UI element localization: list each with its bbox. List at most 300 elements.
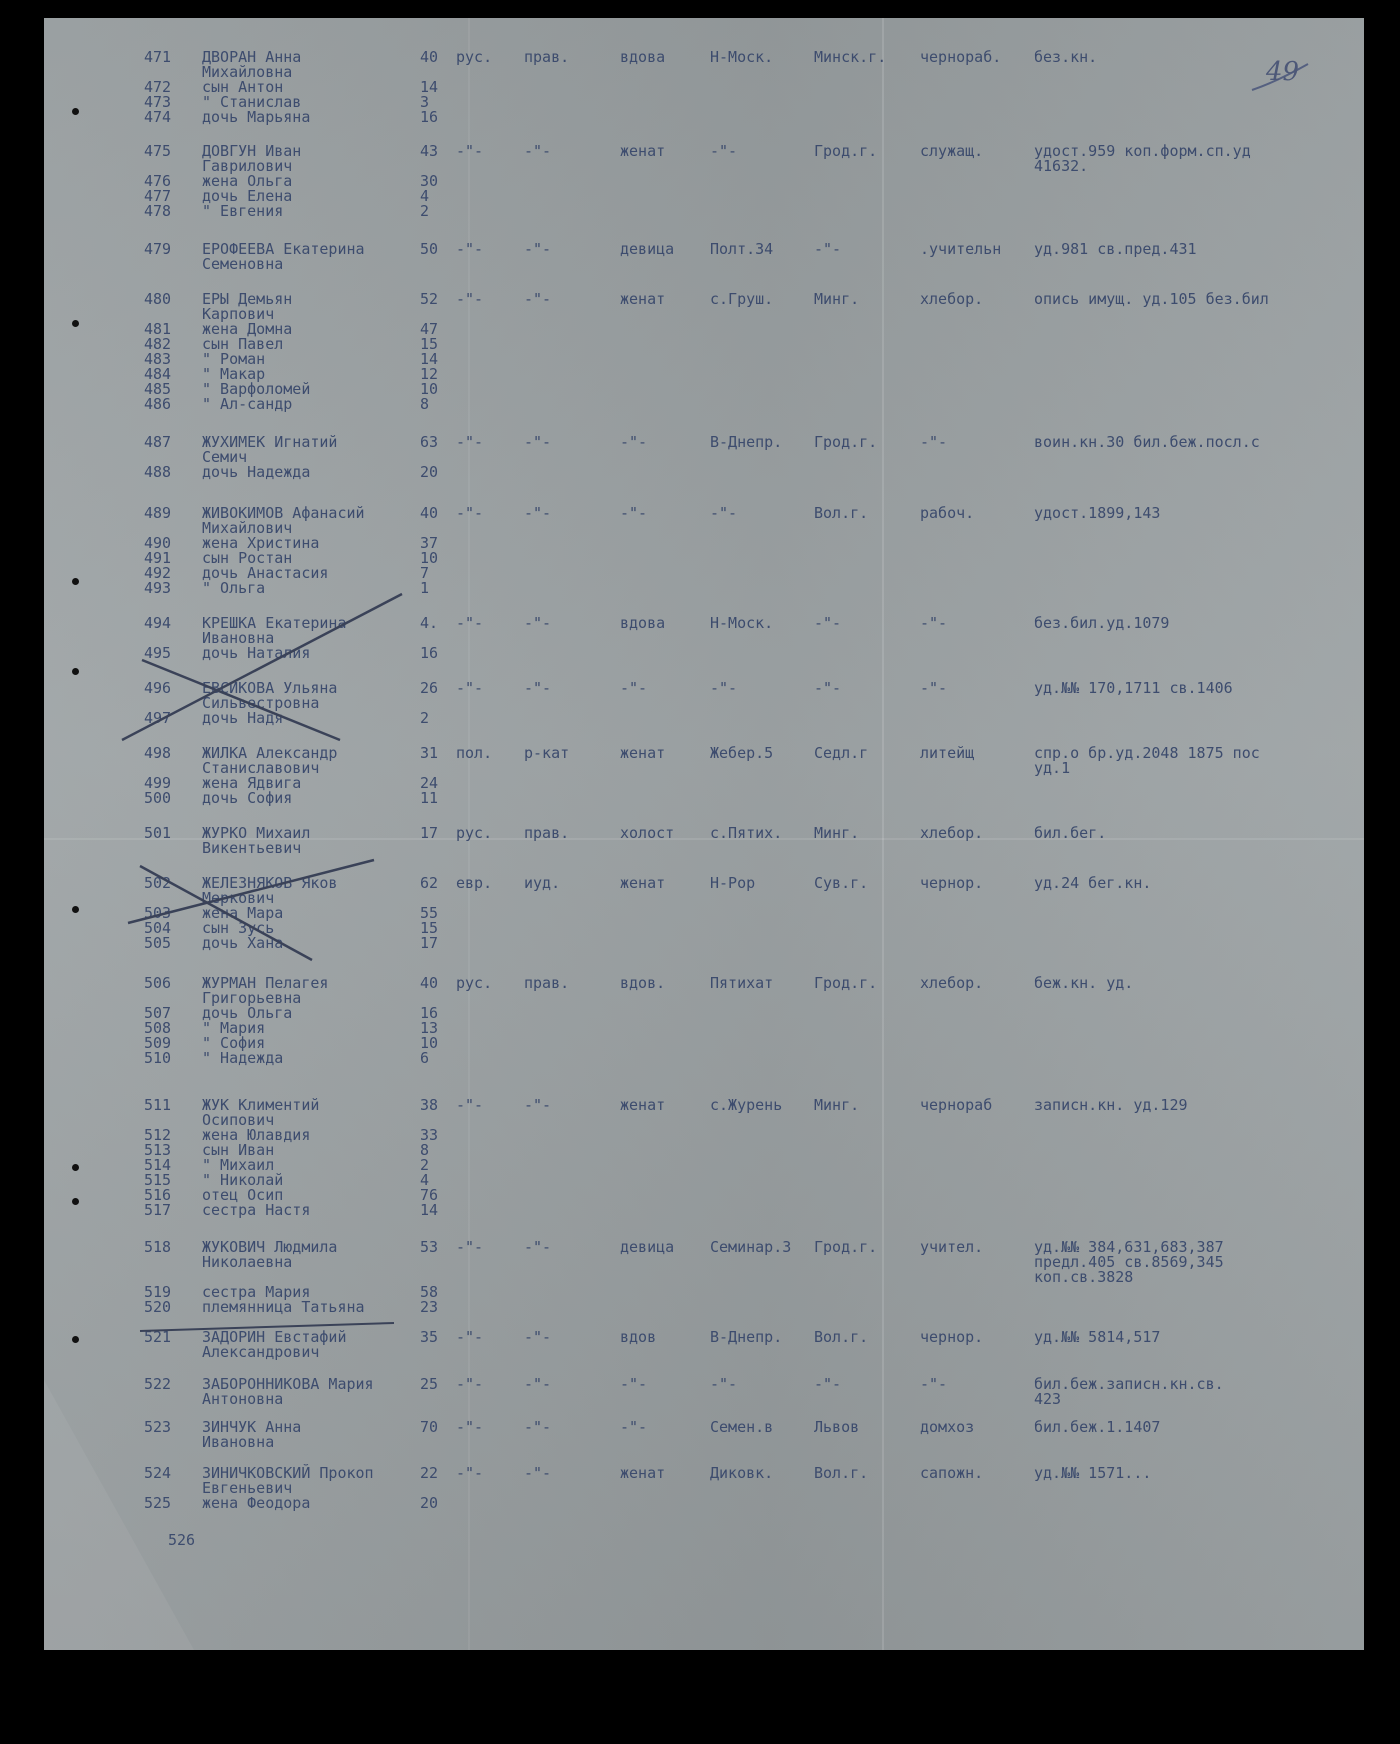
cell-docs: беж.кн. уд. (1034, 974, 1134, 992)
register-row (44, 255, 1364, 273)
cell-name: дочь Ольга (202, 1004, 293, 1022)
register-row (44, 1343, 1364, 1361)
cell-no: 517 (144, 1201, 172, 1219)
cell-docs: удост.1899,143 (1034, 504, 1161, 522)
cell-age: 8 (420, 395, 430, 413)
cell-from: с.Журень (710, 1096, 783, 1114)
cell-docs: удост.959 коп.форм.сп.уд (1034, 142, 1251, 160)
cell-name: " Ольга (202, 579, 266, 597)
cell-name: " Надежда (202, 1049, 284, 1067)
cell-name: Сильвестровна (202, 694, 320, 712)
cell-age: 47 (420, 320, 439, 338)
cell-no: 480 (144, 290, 172, 308)
cell-no: 525 (144, 1494, 172, 1512)
cell-no: 510 (144, 1049, 172, 1067)
register-row (44, 644, 1364, 662)
cell-age: 6 (420, 1049, 430, 1067)
cell-no: 475 (144, 142, 172, 160)
cell-age: 1 (420, 579, 430, 597)
cell-no: 509 (144, 1034, 172, 1052)
cell-age: 40 (420, 48, 439, 66)
cell-fam: -"- (620, 1375, 648, 1393)
cell-res: -"- (814, 240, 842, 258)
cell-from: Н-Моск. (710, 614, 774, 632)
cell-rel: -"- (524, 614, 552, 632)
cell-fam: вдова (620, 614, 666, 632)
cell-name: " Роман (202, 350, 266, 368)
cell-age: 17 (420, 934, 439, 952)
cell-docs: уд.№№ 5814,517 (1034, 1328, 1161, 1346)
cell-occ: сапожн. (920, 1464, 984, 1482)
cell-nat: -"- (456, 1096, 484, 1114)
cell-from: -"- (710, 142, 738, 160)
cell-age: 3 (420, 93, 430, 111)
cell-docs: бил.бег. (1034, 824, 1107, 842)
cell-name: дочь София (202, 789, 293, 807)
cell-nat: рус. (456, 824, 493, 842)
cell-name: ЖУКОВИЧ Людмила (202, 1238, 338, 1256)
cell-occ: учител. (920, 1238, 984, 1256)
cell-no: 518 (144, 1238, 172, 1256)
cell-name: Станиславович (202, 759, 320, 777)
cell-age: 20 (420, 463, 439, 481)
cell-no: 479 (144, 240, 172, 258)
cell-docs: бил.беж.1.1407 (1034, 1418, 1161, 1436)
cell-fam: женат (620, 874, 666, 892)
cell-name: ЖИЛКА Александр (202, 744, 338, 762)
cell-from: В-Днепр. (710, 433, 783, 451)
cell-no: 473 (144, 93, 172, 111)
cell-nat: -"- (456, 433, 484, 451)
cell-from: -"- (710, 504, 738, 522)
cell-res: Грод.г. (814, 142, 878, 160)
cell-occ: -"- (920, 679, 948, 697)
cell-name: " Михаил (202, 1156, 275, 1174)
cell-name: Гаврилович (202, 157, 293, 175)
cell-name: ЖУРКО Михаил (202, 824, 311, 842)
cell-no: 505 (144, 934, 172, 952)
cell-name: племянница Татьяна (202, 1298, 365, 1316)
cell-no: 484 (144, 365, 172, 383)
cell-name: ДОВГУН Иван (202, 142, 302, 160)
cell-name: ЖУРМАН Пелагея (202, 974, 329, 992)
cell-name: Григорьевна (202, 989, 302, 1007)
cell-no: 476 (144, 172, 172, 190)
cell-age: 40 (420, 504, 439, 522)
cell-name: дочь Елена (202, 187, 293, 205)
cell-rel: прав. (524, 48, 570, 66)
cell-res: Минг. (814, 1096, 860, 1114)
cell-from: с.Груш. (710, 290, 774, 308)
cell-nat: -"- (456, 504, 484, 522)
cell-age: 38 (420, 1096, 439, 1114)
cell-age: 53 (420, 1238, 439, 1256)
cell-name: ЗИНИЧКОВСКИЙ Прокоп (202, 1464, 374, 1482)
cell-nat: -"- (456, 1464, 484, 1482)
cell-no: 506 (144, 974, 172, 992)
cell-age: 23 (420, 1298, 439, 1316)
cell-name: ЕРЫ Демьян (202, 290, 293, 308)
cell-age: 7 (420, 564, 430, 582)
cell-from: -"- (710, 679, 738, 697)
cell-name: Михайловна (202, 63, 293, 81)
cell-no: 491 (144, 549, 172, 567)
cell-from: Семен.в (710, 1418, 774, 1436)
cell-age: 10 (420, 549, 439, 567)
cell-age: 16 (420, 1004, 439, 1022)
cell-from: В-Днепр. (710, 1328, 783, 1346)
cell-occ: чернор. (920, 874, 984, 892)
cell-age: 55 (420, 904, 439, 922)
cell-docs: предл.405 св.8569,345 (1034, 1253, 1224, 1271)
cell-rel: -"- (524, 1418, 552, 1436)
cell-res: Грод.г. (814, 433, 878, 451)
cell-age: 20 (420, 1494, 439, 1512)
cell-age: 4. (420, 614, 439, 632)
cell-rel: -"- (524, 504, 552, 522)
cell-name: " София (202, 1034, 266, 1052)
cell-no: 511 (144, 1096, 172, 1114)
cell-age: 16 (420, 108, 439, 126)
cell-age: 10 (420, 380, 439, 398)
cell-name: сын Иван (202, 1141, 275, 1159)
cell-name: Антоновна (202, 1390, 284, 1408)
cell-res: Вол.г. (814, 1328, 869, 1346)
cell-name: ЖЕЛЕЗНЯКОВ Яков (202, 874, 338, 892)
cell-docs: 423 (1034, 1390, 1062, 1408)
cell-rel: -"- (524, 142, 552, 160)
cell-rel: р-кат (524, 744, 570, 762)
cell-name: КРЕШКА Екатерина (202, 614, 347, 632)
cell-name: ЕРОФЕЕВА Екатерина (202, 240, 365, 258)
cell-fam: девица (620, 240, 675, 258)
cell-nat: -"- (456, 1418, 484, 1436)
register-row (44, 1298, 1364, 1316)
cell-age: 26 (420, 679, 439, 697)
cell-name: ЖУК Климентий (202, 1096, 320, 1114)
cell-name: сын Павел (202, 335, 284, 353)
cell-name: " Станислав (202, 93, 302, 111)
cell-age: 8 (420, 1141, 430, 1159)
cell-no: 519 (144, 1283, 172, 1301)
cell-nat: евр. (456, 874, 493, 892)
cell-no: 508 (144, 1019, 172, 1037)
cell-name: сестра Мария (202, 1283, 311, 1301)
register-row (44, 1494, 1364, 1512)
cell-no: 486 (144, 395, 172, 413)
cell-name: " Макар (202, 365, 266, 383)
register-row (44, 463, 1364, 481)
cell-name: жена Домна (202, 320, 293, 338)
cell-occ: чернораб (920, 1096, 993, 1114)
cell-nat: пол. (456, 744, 493, 762)
cell-no: 520 (144, 1298, 172, 1316)
register-row (44, 789, 1364, 807)
cell-no: 477 (144, 187, 172, 205)
cell-res: Вол.г. (814, 504, 869, 522)
cell-occ: служащ. (920, 142, 984, 160)
cell-from: Диковк. (710, 1464, 774, 1482)
cell-name: ДВОРАН Анна (202, 48, 302, 66)
cell-age: 76 (420, 1186, 439, 1204)
cell-occ: чернор. (920, 1328, 984, 1346)
cell-fam: вдов (620, 1328, 657, 1346)
cell-name: " Ал-сандр (202, 395, 293, 413)
cell-res: Сув.г. (814, 874, 869, 892)
cell-no: 492 (144, 564, 172, 582)
cell-rel: -"- (524, 1464, 552, 1482)
cell-occ: чернораб. (920, 48, 1002, 66)
cell-no: 497 (144, 709, 172, 727)
cell-from: с.Пятих. (710, 824, 783, 842)
cell-age: 35 (420, 1328, 439, 1346)
cell-age: 15 (420, 919, 439, 937)
cell-fam: девица (620, 1238, 675, 1256)
cell-no: 504 (144, 919, 172, 937)
cell-age: 43 (420, 142, 439, 160)
cell-age: 31 (420, 744, 439, 762)
cell-no: 494 (144, 614, 172, 632)
cell-fam: женат (620, 290, 666, 308)
cell-age: 2 (420, 202, 430, 220)
cell-name: " Евгения (202, 202, 284, 220)
cell-no: 495 (144, 644, 172, 662)
cell-no: 512 (144, 1126, 172, 1144)
cell-occ: .учительн (920, 240, 1002, 258)
cell-name: дочь Анастасия (202, 564, 329, 582)
cell-name: дочь Надежда (202, 463, 311, 481)
cell-age: 14 (420, 78, 439, 96)
cell-res: Седл.г (814, 744, 869, 762)
cell-nat: -"- (456, 1238, 484, 1256)
register-row (44, 934, 1364, 952)
cell-name: Карпович (202, 305, 275, 323)
cell-name: ЕВСИКОВА Ульяна (202, 679, 338, 697)
cell-age: 4 (420, 187, 430, 205)
cell-no: 513 (144, 1141, 172, 1159)
cell-no: 503 (144, 904, 172, 922)
cell-rel: -"- (524, 1096, 552, 1114)
cell-name: Евгеньевич (202, 1479, 293, 1497)
cell-name: жена Мара (202, 904, 284, 922)
cell-rel: -"- (524, 1375, 552, 1393)
cell-no: 483 (144, 350, 172, 368)
cell-no: 488 (144, 463, 172, 481)
cell-name: жена Феодора (202, 1494, 311, 1512)
cell-name: жена Христина (202, 534, 320, 552)
cell-name: отец Осип (202, 1186, 284, 1204)
cell-name: сын Ростан (202, 549, 293, 567)
register-row (44, 709, 1364, 727)
cell-age: 24 (420, 774, 439, 792)
cell-age: 10 (420, 1034, 439, 1052)
cell-docs: без.бил.уд.1079 (1034, 614, 1170, 632)
cell-age: 50 (420, 240, 439, 258)
cell-docs: записн.кн. уд.129 (1034, 1096, 1188, 1114)
cell-name: ЗАБОРОННИКОВА Мария (202, 1375, 374, 1393)
cell-fam: вдова (620, 48, 666, 66)
page-footer-number: 526 (168, 1531, 196, 1549)
cell-age: 37 (420, 534, 439, 552)
cell-fam: женат (620, 1096, 666, 1114)
cell-name: жена Юлавдия (202, 1126, 311, 1144)
cell-docs: без.кн. (1034, 48, 1098, 66)
cell-name: ЖУХИМЕК Игнатий (202, 433, 338, 451)
cell-res: Грод.г. (814, 1238, 878, 1256)
cell-no: 471 (144, 48, 172, 66)
cell-res: -"- (814, 1375, 842, 1393)
cell-name: " Варфоломей (202, 380, 311, 398)
cell-name: Михайлович (202, 519, 293, 537)
cell-name: Меркович (202, 889, 275, 907)
cell-rel: -"- (524, 290, 552, 308)
refugee-register-table (44, 18, 1364, 1650)
cell-docs: коп.св.3828 (1034, 1268, 1134, 1286)
cell-occ: хлебор. (920, 290, 984, 308)
register-sheet (44, 18, 1364, 1650)
cell-nat: рус. (456, 48, 493, 66)
cell-age: 30 (420, 172, 439, 190)
cell-no: 489 (144, 504, 172, 522)
cell-no: 472 (144, 78, 172, 96)
cell-from: Н-Моск. (710, 48, 774, 66)
cell-occ: -"- (920, 1375, 948, 1393)
cell-name: Викентьевич (202, 839, 302, 857)
register-row (44, 1390, 1364, 1408)
cell-docs: бил.беж.записн.кн.св. (1034, 1375, 1224, 1393)
cell-res: -"- (814, 679, 842, 697)
cell-rel: прав. (524, 824, 570, 842)
cell-from: Пятихат (710, 974, 774, 992)
register-row (44, 1433, 1364, 1451)
cell-name: ЖИВОКИМОВ Афанасий (202, 504, 365, 522)
cell-nat: -"- (456, 240, 484, 258)
cell-name: Осипович (202, 1111, 275, 1129)
cell-no: 523 (144, 1418, 172, 1436)
cell-no: 487 (144, 433, 172, 451)
cell-nat: -"- (456, 1328, 484, 1346)
cell-nat: -"- (456, 679, 484, 697)
cell-name: дочь Марьяна (202, 108, 311, 126)
cell-fam: женат (620, 142, 666, 160)
cell-age: 2 (420, 709, 430, 727)
cell-name: сын Зусь (202, 919, 275, 937)
cell-fam: -"- (620, 679, 648, 697)
cell-name: ЗИНЧУК Анна (202, 1418, 302, 1436)
cell-no: 502 (144, 874, 172, 892)
cell-no: 478 (144, 202, 172, 220)
cell-occ: литейщ (920, 744, 975, 762)
cell-name: жена Ольга (202, 172, 293, 190)
cell-occ: -"- (920, 433, 948, 451)
cell-name: сын Антон (202, 78, 284, 96)
register-row (44, 1049, 1364, 1067)
cell-no: 522 (144, 1375, 172, 1393)
cell-age: 33 (420, 1126, 439, 1144)
cell-rel: -"- (524, 1238, 552, 1256)
cell-age: 14 (420, 350, 439, 368)
cell-nat: -"- (456, 142, 484, 160)
cell-res: Минг. (814, 824, 860, 842)
cell-name: сестра Настя (202, 1201, 311, 1219)
cell-no: 515 (144, 1171, 172, 1189)
cell-res: Вол.г. (814, 1464, 869, 1482)
cell-no: 524 (144, 1464, 172, 1482)
cell-fam: женат (620, 1464, 666, 1482)
cell-from: -"- (710, 1375, 738, 1393)
cell-name: Семеновна (202, 255, 284, 273)
cell-docs: уд.1 (1034, 759, 1071, 777)
cell-rel: -"- (524, 433, 552, 451)
cell-age: 70 (420, 1418, 439, 1436)
cell-name: дочь Хана (202, 934, 284, 952)
register-row (44, 395, 1364, 413)
cell-name: " Мария (202, 1019, 266, 1037)
cell-no: 496 (144, 679, 172, 697)
cell-fam: -"- (620, 433, 648, 451)
cell-from: Полт.34 (710, 240, 774, 258)
cell-no: 516 (144, 1186, 172, 1204)
cell-age: 16 (420, 644, 439, 662)
cell-rel: -"- (524, 240, 552, 258)
cell-docs: уд.№№ 384,631,683,387 (1034, 1238, 1224, 1256)
cell-age: 4 (420, 1171, 430, 1189)
cell-no: 474 (144, 108, 172, 126)
cell-no: 501 (144, 824, 172, 842)
cell-name: Семич (202, 448, 248, 466)
register-row (44, 839, 1364, 857)
cell-no: 482 (144, 335, 172, 353)
cell-docs: опись имущ. уд.105 без.бил (1034, 290, 1269, 308)
cell-no: 490 (144, 534, 172, 552)
cell-age: 14 (420, 1201, 439, 1219)
cell-nat: -"- (456, 614, 484, 632)
cell-age: 22 (420, 1464, 439, 1482)
register-row (44, 202, 1364, 220)
cell-fam: -"- (620, 504, 648, 522)
cell-docs: уд.981 св.пред.431 (1034, 240, 1197, 258)
cell-occ: хлебор. (920, 824, 984, 842)
cell-age: 11 (420, 789, 439, 807)
register-row (44, 108, 1364, 126)
cell-occ: рабоч. (920, 504, 975, 522)
cell-age: 25 (420, 1375, 439, 1393)
cell-res: -"- (814, 614, 842, 632)
cell-no: 500 (144, 789, 172, 807)
cell-fam: вдов. (620, 974, 666, 992)
svg-text:49: 49 (1266, 57, 1300, 87)
cell-nat: -"- (456, 1375, 484, 1393)
cell-name: Ивановна (202, 1433, 275, 1451)
cell-no: 521 (144, 1328, 172, 1346)
cell-occ: -"- (920, 614, 948, 632)
register-row (44, 1201, 1364, 1219)
cell-docs: 41632. (1034, 157, 1089, 175)
cell-res: Минг. (814, 290, 860, 308)
cell-rel: иуд. (524, 874, 561, 892)
cell-rel: -"- (524, 1328, 552, 1346)
cell-rel: -"- (524, 679, 552, 697)
cell-occ: хлебор. (920, 974, 984, 992)
cell-res: Минск.г. (814, 48, 887, 66)
cell-no: 493 (144, 579, 172, 597)
cell-name: дочь Надя (202, 709, 284, 727)
cell-fam: -"- (620, 1418, 648, 1436)
cell-no: 485 (144, 380, 172, 398)
cell-from: Жебер.5 (710, 744, 774, 762)
cell-no: 514 (144, 1156, 172, 1174)
cell-name: Ивановна (202, 629, 275, 647)
